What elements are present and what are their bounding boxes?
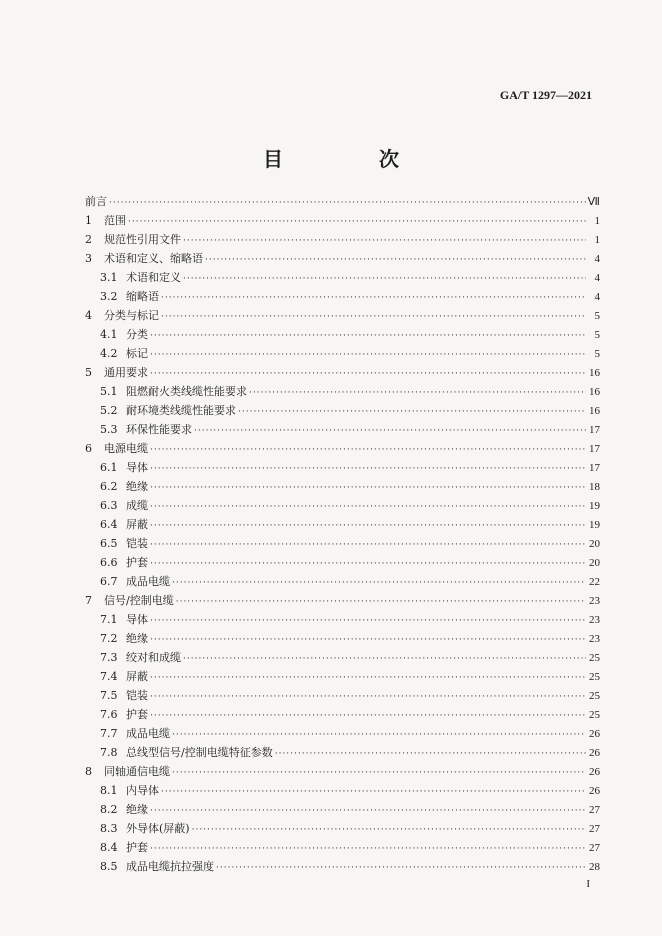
toc-entry-label: 同轴通信电缆 xyxy=(104,765,170,778)
toc-entry-page: 17 xyxy=(589,424,600,436)
toc-entry-number: 7 xyxy=(85,594,92,607)
toc-entry-label: 标记 xyxy=(126,347,148,360)
toc-entry-label: 绞对和成缆 xyxy=(126,651,181,664)
toc-entry[interactable] xyxy=(85,819,600,838)
toc-entry-label: 导体 xyxy=(126,613,148,626)
toc-entry-number: 7.6 xyxy=(100,708,118,721)
toc-entry-number: 8 xyxy=(85,765,92,778)
toc-entry[interactable] xyxy=(85,553,600,572)
toc-entry-number: 5.3 xyxy=(100,423,118,436)
toc-entry-number: 6.3 xyxy=(100,499,118,512)
toc-entry-page: 4 xyxy=(594,291,600,303)
toc-entry-number: 5 xyxy=(85,366,92,379)
toc-entry-page: 27 xyxy=(589,823,600,835)
toc-entry-page: 16 xyxy=(589,367,600,379)
toc-entry-page: 17 xyxy=(589,462,600,474)
toc-entry-label: 成品电缆 xyxy=(126,575,170,588)
toc-entry[interactable] xyxy=(85,648,600,667)
toc-entry-label: 护套 xyxy=(126,708,148,721)
toc-entry-page: 23 xyxy=(589,595,600,607)
toc-entry[interactable] xyxy=(85,629,600,648)
toc-entry-page: 26 xyxy=(589,785,600,797)
toc-entry-page: 26 xyxy=(589,766,600,778)
toc-entry-number: 7.8 xyxy=(100,746,118,759)
toc-entry-label: 成品电缆抗拉强度 xyxy=(126,860,214,873)
toc-entry[interactable] xyxy=(85,705,600,724)
toc-entry[interactable] xyxy=(85,686,600,705)
document-id: GA/T 1297—2021 xyxy=(499,88,592,102)
toc-entry-label: 缩略语 xyxy=(126,290,159,303)
toc-entry[interactable] xyxy=(85,230,600,249)
toc-entry-label: 通用要求 xyxy=(104,366,148,379)
toc-entry-page: 17 xyxy=(589,443,600,455)
toc-entry[interactable] xyxy=(85,192,600,211)
toc-entry-page: 19 xyxy=(589,500,600,512)
toc-entry-label: 护套 xyxy=(126,841,148,854)
toc-entry[interactable] xyxy=(85,268,600,287)
toc-entry[interactable] xyxy=(85,401,600,420)
toc-entry-page: 28 xyxy=(589,861,600,873)
toc-entry-page: 19 xyxy=(589,519,600,531)
toc-entry-label: 外导体(屏蔽) xyxy=(126,822,190,835)
toc-leader-dots xyxy=(216,859,586,878)
toc-entry-label: 分类 xyxy=(126,328,148,341)
toc-entry[interactable] xyxy=(85,857,600,876)
toc-entry-label: 环保性能要求 xyxy=(126,423,192,436)
toc-entry-number: 6.4 xyxy=(100,518,118,531)
toc-entry-label: 信号/控制电缆 xyxy=(104,594,174,607)
toc-entry-label: 成品电缆 xyxy=(126,727,170,740)
toc-entry-label: 术语和定义、缩略语 xyxy=(104,252,203,265)
toc-entry-number: 7.2 xyxy=(100,632,118,645)
toc-entry-number: 7.7 xyxy=(100,727,118,740)
toc-entry-number: 5.2 xyxy=(100,404,118,417)
toc-entry-number: 7.1 xyxy=(100,613,118,626)
toc-entry-page: 25 xyxy=(589,652,600,664)
toc-entry-page: 20 xyxy=(589,557,600,569)
toc-entry-label: 护套 xyxy=(126,556,148,569)
toc-entry-page: 27 xyxy=(589,804,600,816)
toc-entry-page: 18 xyxy=(589,481,600,493)
toc-entry[interactable] xyxy=(85,363,600,382)
toc-entry[interactable] xyxy=(85,287,600,306)
toc-entry-number: 6 xyxy=(85,442,92,455)
toc-entry-number: 3.2 xyxy=(100,290,118,303)
toc-entry-label: 导体 xyxy=(126,461,148,474)
toc-entry-label: 铠装 xyxy=(126,537,148,550)
toc-entry[interactable] xyxy=(85,667,600,686)
toc-entry-page: 22 xyxy=(589,576,600,588)
toc-entry-label: 总线型信号/控制电缆特征参数 xyxy=(126,746,273,759)
toc-entry[interactable] xyxy=(85,610,600,629)
toc-entry-page: 25 xyxy=(589,709,600,721)
toc-entry-label: 规范性引用文件 xyxy=(104,233,181,246)
toc-entry-label: 铠装 xyxy=(126,689,148,702)
toc-entry[interactable] xyxy=(85,382,600,401)
toc-entry-page: 25 xyxy=(589,671,600,683)
toc-entry[interactable] xyxy=(85,306,600,325)
toc-entry-page: 1 xyxy=(594,215,600,227)
toc-entry[interactable] xyxy=(85,838,600,857)
toc-entry-label: 耐环境类线缆性能要求 xyxy=(126,404,236,417)
toc-entry-label: 内导体 xyxy=(126,784,159,797)
toc-entry-label: 成缆 xyxy=(126,499,148,512)
toc-entry-number: 4.1 xyxy=(100,328,118,341)
toc-entry-page: 5 xyxy=(594,329,600,341)
toc-entry[interactable] xyxy=(85,249,600,268)
toc-entry-number: 7.5 xyxy=(100,689,118,702)
toc-entry-page: 25 xyxy=(589,690,600,702)
toc-entry[interactable] xyxy=(85,743,600,762)
toc-entry-number: 5.1 xyxy=(100,385,118,398)
toc-entry[interactable] xyxy=(85,781,600,800)
toc-entry-page: 23 xyxy=(589,614,600,626)
page-number: I xyxy=(586,878,590,890)
toc-entry-label: 屏蔽 xyxy=(126,670,148,683)
toc-entry-page: 26 xyxy=(589,728,600,740)
toc-entry-number: 6.7 xyxy=(100,575,118,588)
toc-entry-number: 6.6 xyxy=(100,556,118,569)
toc-entry-page: 5 xyxy=(594,348,600,360)
toc-entry-page: 20 xyxy=(589,538,600,550)
toc-entry[interactable] xyxy=(85,211,600,230)
toc-entry-label: 术语和定义 xyxy=(126,271,181,284)
toc-entry-number: 2 xyxy=(85,233,92,246)
toc-entry-page: 4 xyxy=(594,272,600,284)
toc-entry-page: 16 xyxy=(589,386,600,398)
toc-entry[interactable] xyxy=(85,724,600,743)
toc-entry-label: 屏蔽 xyxy=(126,518,148,531)
toc-entry[interactable] xyxy=(85,496,600,515)
toc-entry-number: 6.2 xyxy=(100,480,118,493)
toc-entry[interactable] xyxy=(85,572,600,591)
toc-entry-page: 5 xyxy=(594,310,600,322)
toc-entry[interactable] xyxy=(85,762,600,781)
toc-entry-page: 27 xyxy=(589,842,600,854)
toc-entry-number: 8.3 xyxy=(100,822,118,835)
toc-entry-label: 前言 xyxy=(85,195,107,208)
toc-entry-number: 8.5 xyxy=(100,860,118,873)
toc-entry-label: 范围 xyxy=(104,214,126,227)
toc-entry-number: 8.1 xyxy=(100,784,118,797)
toc-entry-number: 6.5 xyxy=(100,537,118,550)
toc-entry-page: 26 xyxy=(589,747,600,759)
toc-entry[interactable] xyxy=(85,420,600,439)
toc-entry[interactable] xyxy=(85,515,600,534)
toc-entry[interactable] xyxy=(85,458,600,477)
toc-entry-number: 8.2 xyxy=(100,803,118,816)
toc-entry-number: 7.3 xyxy=(100,651,118,664)
toc-entry-number: 6.1 xyxy=(100,461,118,474)
toc-entry-label: 绝缘 xyxy=(126,803,148,816)
toc-entry-page: Ⅶ xyxy=(587,196,600,208)
toc-entry[interactable] xyxy=(85,477,600,496)
toc-entry-label: 电源电缆 xyxy=(104,442,148,455)
toc-entry-number: 8.4 xyxy=(100,841,118,854)
page-title: 目 次 xyxy=(263,147,437,171)
table-of-contents xyxy=(85,192,600,876)
toc-entry-number: 4.2 xyxy=(100,347,118,360)
toc-entry-number: 1 xyxy=(85,214,92,227)
toc-entry[interactable] xyxy=(85,800,600,819)
toc-entry-label: 阻燃耐火类线缆性能要求 xyxy=(126,385,247,398)
toc-entry-number: 4 xyxy=(85,309,92,322)
toc-entry[interactable] xyxy=(85,439,600,458)
toc-entry-number: 7.4 xyxy=(100,670,118,683)
toc-entry-number: 3 xyxy=(85,252,92,265)
toc-entry-label: 绝缘 xyxy=(126,480,148,493)
toc-entry-number: 3.1 xyxy=(100,271,118,284)
toc-entry-label: 分类与标记 xyxy=(104,309,159,322)
toc-entry-page: 16 xyxy=(589,405,600,417)
toc-entry-page: 23 xyxy=(589,633,600,645)
toc-entry[interactable] xyxy=(85,534,600,553)
toc-entry[interactable] xyxy=(85,344,600,363)
toc-entry-page: 1 xyxy=(594,234,600,246)
toc-entry[interactable] xyxy=(85,325,600,344)
toc-entry[interactable] xyxy=(85,591,600,610)
toc-entry-label: 绝缘 xyxy=(126,632,148,645)
toc-entry-page: 4 xyxy=(594,253,600,265)
